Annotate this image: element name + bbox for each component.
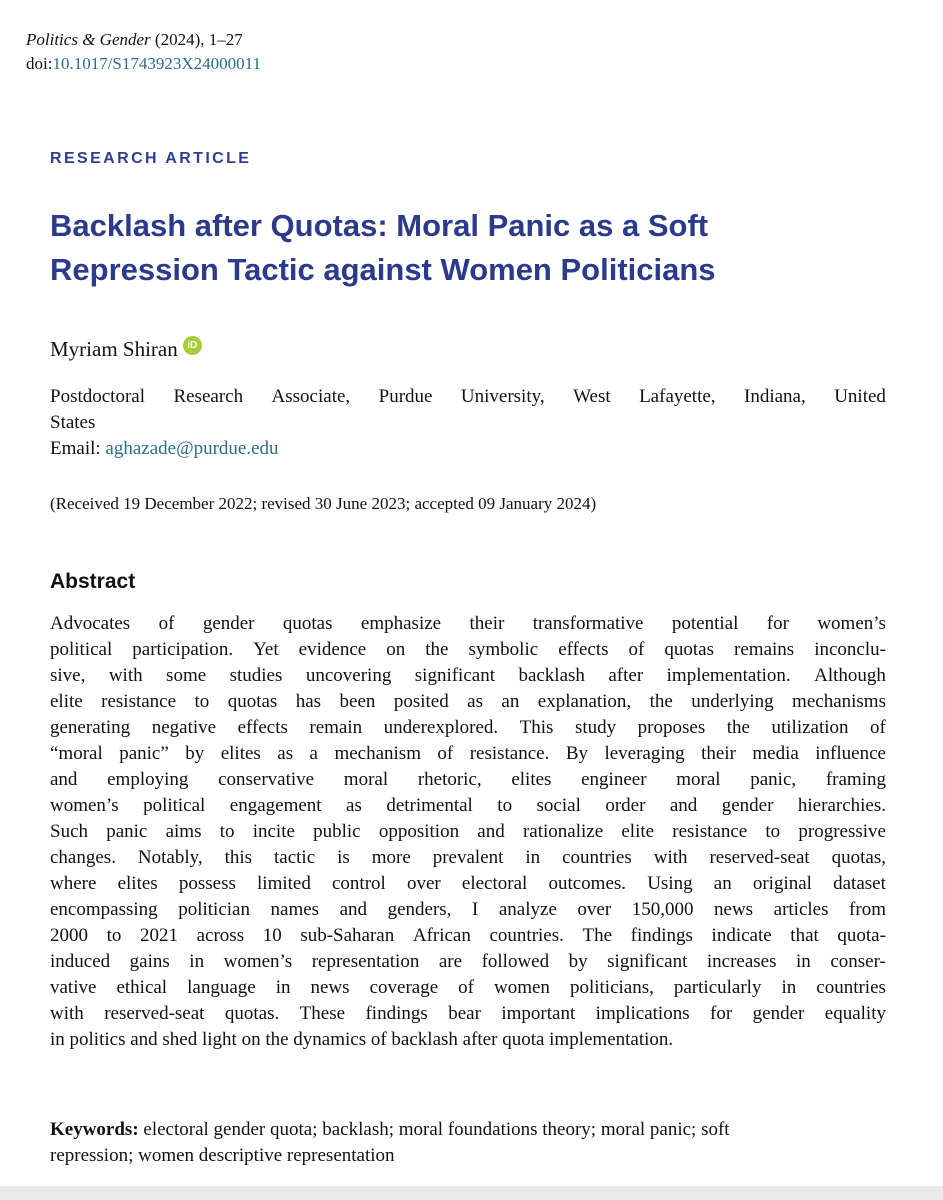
abstract-word: gender — [721, 795, 774, 816]
title-line-1: Backlash after Quotas: Moral Panic as a Soft — [50, 208, 709, 243]
abstract-line — [50, 975, 886, 1001]
abstract-word: Such — [50, 821, 88, 842]
abstract-word: I — [471, 899, 479, 920]
abstract-word: quotas. — [224, 1003, 280, 1024]
abstract-word: participation. — [132, 639, 234, 660]
abstract-word: emphasize — [360, 613, 442, 634]
abstract-word: These — [299, 1003, 346, 1024]
abstract-word: public — [313, 821, 361, 842]
doi-label: doi: — [26, 54, 53, 73]
abstract-word: of — [437, 743, 454, 764]
abstract-word: quotas — [664, 639, 714, 660]
abstract-word: equality — [824, 1003, 886, 1024]
abstract-word: resistance — [101, 691, 177, 712]
abstract-word: utilization — [771, 717, 849, 738]
abstract-word: for — [710, 1003, 733, 1024]
abstract-word: by — [568, 951, 588, 972]
abstract-word: generating — [50, 717, 131, 738]
abstract-word: in — [275, 977, 291, 998]
page-bottom-edge — [0, 1186, 943, 1200]
abstract-word: articles — [773, 899, 829, 920]
abstract-word: reserved-seat — [709, 847, 810, 868]
abstract-heading: Abstract — [50, 570, 136, 593]
journal-citation — [26, 28, 261, 76]
abstract-word: the — [649, 691, 673, 712]
title-line-2: Repression Tactic against Women Politicians — [50, 252, 716, 287]
abstract-word: bear — [448, 1003, 481, 1024]
keywords-label: Keywords: — [50, 1119, 139, 1140]
abstract-word: panic, — [750, 769, 797, 790]
abstract-line — [50, 897, 886, 923]
abstract-word: some — [166, 665, 207, 686]
abstract-word: as — [346, 795, 362, 816]
abstract-word: outcomes. — [548, 873, 627, 894]
abstract-word: is — [337, 847, 350, 868]
abstract-word: and — [669, 795, 698, 816]
abstract-word: political — [143, 795, 206, 816]
abstract-word: backlash — [518, 665, 585, 686]
abstract-word: where — [50, 873, 97, 894]
abstract-word: in — [796, 951, 811, 972]
abstract-word: 10 — [262, 925, 282, 946]
abstract-word: over — [577, 899, 612, 920]
abstract-word: engagement — [229, 795, 322, 816]
abstract-word: across — [196, 925, 245, 946]
abstract-word: language — [187, 977, 256, 998]
abstract-word: resistance — [672, 821, 748, 842]
abstract-line — [50, 923, 886, 949]
email-label: Email: — [50, 438, 106, 459]
abstract-word: of — [458, 977, 474, 998]
abstract-word: over — [406, 873, 441, 894]
abstract-word: electoral — [461, 873, 528, 894]
affiliation-word: United — [834, 386, 886, 407]
abstract-word: hierarchies. — [797, 795, 886, 816]
abstract-word: elite — [50, 691, 83, 712]
abstract-line — [50, 871, 886, 897]
abstract-word: news — [310, 977, 350, 998]
abstract-word: after — [608, 665, 644, 686]
abstract-word: are — [438, 951, 463, 972]
abstract-word: women’s — [223, 951, 293, 972]
article-title — [50, 204, 910, 292]
abstract-word: has — [295, 691, 322, 712]
abstract-word: negative — [151, 717, 217, 738]
abstract-word: a — [309, 743, 318, 764]
abstract-word: underlying — [691, 691, 774, 712]
abstract-word: incite — [252, 821, 295, 842]
abstract-word: limited — [257, 873, 311, 894]
abstract-word: analyze — [498, 899, 557, 920]
affiliation-word: Purdue — [378, 386, 433, 407]
abstract-word: possess — [178, 873, 236, 894]
abstract-word: social — [536, 795, 581, 816]
abstract-word: 150,000 — [631, 899, 694, 920]
affiliation-word: Associate, — [271, 386, 351, 407]
abstract-line — [50, 611, 886, 637]
abstract-word: from — [849, 899, 886, 920]
affiliation-word: University, — [460, 386, 545, 407]
abstract-word: the — [425, 639, 449, 660]
abstract-word: moral — [343, 769, 389, 790]
abstract-word: of — [870, 717, 886, 738]
abstract-word: dataset — [833, 873, 886, 894]
abstract-word: genders, — [387, 899, 452, 920]
journal-title-line — [26, 28, 261, 52]
abstract-word: employing — [107, 769, 189, 790]
abstract-word: rhetoric, — [417, 769, 482, 790]
abstract-word: media — [752, 743, 799, 764]
abstract-word: news — [714, 899, 754, 920]
abstract-word: quotas — [227, 691, 278, 712]
abstract-word: significant — [414, 665, 495, 686]
abstract-word: quota- — [837, 925, 886, 946]
abstract-word: representation — [311, 951, 420, 972]
abstract-word: gender — [752, 1003, 805, 1024]
abstract-word: increases — [706, 951, 777, 972]
submission-history: (Received 19 December 2022; revised 30 June 2023; accepted 09 January 2024) — [50, 494, 597, 513]
affiliation-line-1 — [50, 384, 886, 410]
abstract-word: for — [766, 613, 789, 634]
abstract-word: to — [194, 691, 210, 712]
abstract-line — [50, 845, 886, 871]
abstract-line — [50, 767, 886, 793]
abstract-word: underexplored. — [383, 717, 499, 738]
abstract-word: Advocates — [50, 613, 131, 634]
abstract-word: panic — [106, 821, 148, 842]
abstract-word: Although — [814, 665, 886, 686]
affiliation-word: Indiana, — [744, 386, 806, 407]
abstract-word: progressive — [798, 821, 886, 842]
abstract-word: and — [50, 769, 78, 790]
abstract-word: 2021 — [140, 925, 178, 946]
article-type-label: RESEARCH ARTICLE — [50, 150, 252, 167]
abstract-line — [50, 1001, 886, 1027]
keywords-line-1 — [50, 1117, 886, 1143]
abstract-word: African — [412, 925, 471, 946]
abstract-word: sub-Saharan — [300, 925, 395, 946]
abstract-line — [50, 689, 886, 715]
abstract-text — [50, 611, 886, 1053]
email-line — [50, 436, 886, 462]
abstract-word: conser- — [830, 951, 886, 972]
abstract-word: encompassing — [50, 899, 158, 920]
abstract-word: induced — [50, 951, 111, 972]
abstract-word: opposition — [378, 821, 460, 842]
abstract-line — [50, 819, 886, 845]
keywords — [50, 1117, 886, 1169]
abstract-word: study — [574, 717, 617, 738]
abstract-word: leveraging — [604, 743, 685, 764]
abstract-word: panic” — [119, 743, 169, 764]
abstract-word: to — [219, 821, 235, 842]
abstract-word: explanation, — [537, 691, 632, 712]
orcid-icon[interactable]: iD — [183, 336, 202, 355]
abstract-line: in politics and shed light on the dynamics of backlash after quota implementation. — [50, 1029, 674, 1050]
abstract-word: countries. — [489, 925, 564, 946]
abstract-word: with — [653, 847, 688, 868]
abstract-word: proposes — [637, 717, 706, 738]
abstract-word: gains — [129, 951, 170, 972]
abstract-word: in — [189, 951, 205, 972]
abstract-word: The — [582, 925, 613, 946]
abstract-word: engineer — [581, 769, 647, 790]
abstract-word: elites — [117, 873, 158, 894]
abstract-word: names — [270, 899, 320, 920]
abstract-word: women — [494, 977, 550, 998]
abstract-word: with — [108, 665, 143, 686]
abstract-word: mechanisms — [792, 691, 886, 712]
abstract-word: women’s — [50, 795, 119, 816]
abstract-word: findings — [630, 925, 693, 946]
abstract-line — [50, 741, 886, 767]
abstract-word: by — [185, 743, 205, 764]
abstract-word: tactic — [274, 847, 316, 868]
abstract-word: of — [628, 639, 645, 660]
abstract-word: findings — [365, 1003, 428, 1024]
abstract-line — [50, 793, 886, 819]
abstract-word: followed — [481, 951, 550, 972]
abstract-word: sive, — [50, 665, 86, 686]
abstract-word: that — [790, 925, 819, 946]
abstract-word: control — [332, 873, 386, 894]
affiliation-line-2: States — [50, 412, 96, 433]
abstract-word: By — [565, 743, 588, 764]
abstract-word: Notably, — [137, 847, 203, 868]
abstract-word: vative — [50, 977, 97, 998]
journal-volume-pages: (2024), 1–27 — [150, 30, 243, 49]
abstract-word: reserved-seat — [104, 1003, 205, 1024]
abstract-word: uncovering — [305, 665, 392, 686]
abstract-word: elite — [621, 821, 655, 842]
abstract-word: and — [477, 821, 505, 842]
abstract-word: effects — [237, 717, 288, 738]
abstract-word: particularly — [673, 977, 762, 998]
abstract-word: their — [701, 743, 736, 764]
abstract-word: in — [781, 977, 797, 998]
abstract-word: the — [726, 717, 750, 738]
abstract-word: elites — [511, 769, 552, 790]
abstract-word: as — [277, 743, 294, 764]
abstract-word: conservative — [218, 769, 315, 790]
abstract-word: ethical — [116, 977, 168, 998]
email-link[interactable]: aghazade@purdue.edu — [105, 438, 279, 459]
abstract-word: studies — [229, 665, 283, 686]
abstract-word: remain — [309, 717, 363, 738]
abstract-word: symbolic — [468, 639, 539, 660]
abstract-word: women’s — [817, 613, 886, 634]
abstract-line — [50, 637, 886, 663]
abstract-word: evidence — [298, 639, 367, 660]
abstract-word: detrimental — [386, 795, 473, 816]
abstract-word: more — [371, 847, 411, 868]
abstract-word: gender — [202, 613, 255, 634]
keywords-line-2: repression; women descriptive representation — [50, 1145, 395, 1166]
abstract-word: mechanism — [334, 743, 421, 764]
author-affiliation — [50, 384, 886, 462]
abstract-word: influence — [815, 743, 886, 764]
abstract-word: quotas — [282, 613, 333, 634]
abstract-word: elites — [220, 743, 261, 764]
abstract-word: an — [501, 691, 520, 712]
abstract-word: an — [713, 873, 732, 894]
abstract-word: rationalize — [522, 821, 604, 842]
abstract-word: This — [519, 717, 554, 738]
abstract-word: their — [469, 613, 505, 634]
abstract-word: 2000 — [50, 925, 88, 946]
abstract-word: this — [224, 847, 253, 868]
abstract-word: countries — [562, 847, 632, 868]
abstract-word: with — [50, 1003, 84, 1024]
abstract-word: potential — [671, 613, 739, 634]
abstract-word: important — [501, 1003, 576, 1024]
abstract-word: significant — [607, 951, 688, 972]
journal-name: Politics & Gender — [26, 30, 151, 49]
author-name: Myriam Shiran — [50, 337, 178, 361]
keywords-list-1: electoral gender quota; backlash; moral foundations theory; moral panic; soft — [138, 1119, 730, 1140]
affiliation-word: Research — [173, 386, 244, 407]
abstract-word: changes. — [50, 847, 116, 868]
abstract-word: of — [158, 613, 175, 634]
abstract-word: politician — [178, 899, 250, 920]
abstract-word: been — [339, 691, 376, 712]
affiliation-word: West — [573, 386, 611, 407]
abstract-word: “moral — [50, 743, 103, 764]
abstract-word: coverage — [369, 977, 439, 998]
abstract-word: politicians, — [569, 977, 654, 998]
abstract-word: order — [605, 795, 646, 816]
author-line — [50, 334, 202, 364]
doi-link[interactable]: 10.1017/S1743923X24000011 — [52, 54, 262, 73]
abstract-word: framing — [825, 769, 886, 790]
abstract-word: political — [50, 639, 113, 660]
abstract-word: countries — [816, 977, 886, 998]
abstract-word: to — [765, 821, 781, 842]
abstract-word: transformative — [532, 613, 644, 634]
abstract-word: and — [339, 899, 368, 920]
abstract-word: implications — [595, 1003, 690, 1024]
abstract-word: quotas, — [831, 847, 886, 868]
abstract-word: as — [467, 691, 483, 712]
abstract-word: resistance. — [469, 743, 550, 764]
abstract-word: Using — [647, 873, 693, 894]
abstract-word: prevalent — [432, 847, 504, 868]
abstract-line — [50, 715, 886, 741]
abstract-word: indicate — [711, 925, 772, 946]
abstract-word: on — [386, 639, 406, 660]
abstract-word: to — [106, 925, 122, 946]
abstract-word: moral — [676, 769, 721, 790]
abstract-word: implementation. — [666, 665, 791, 686]
abstract-line — [50, 949, 886, 975]
abstract-line — [50, 663, 886, 689]
affiliation-word: Postdoctoral — [50, 386, 145, 407]
abstract-word: posited — [393, 691, 449, 712]
doi-line — [26, 52, 261, 76]
abstract-word: original — [752, 873, 812, 894]
abstract-word: to — [497, 795, 513, 816]
abstract-word: aims — [165, 821, 202, 842]
abstract-word: remains — [734, 639, 795, 660]
affiliation-word: Lafayette, — [639, 386, 716, 407]
abstract-word: Yet — [253, 639, 279, 660]
abstract-word: effects — [558, 639, 609, 660]
abstract-word: inconclu- — [814, 639, 886, 660]
abstract-word: in — [525, 847, 541, 868]
